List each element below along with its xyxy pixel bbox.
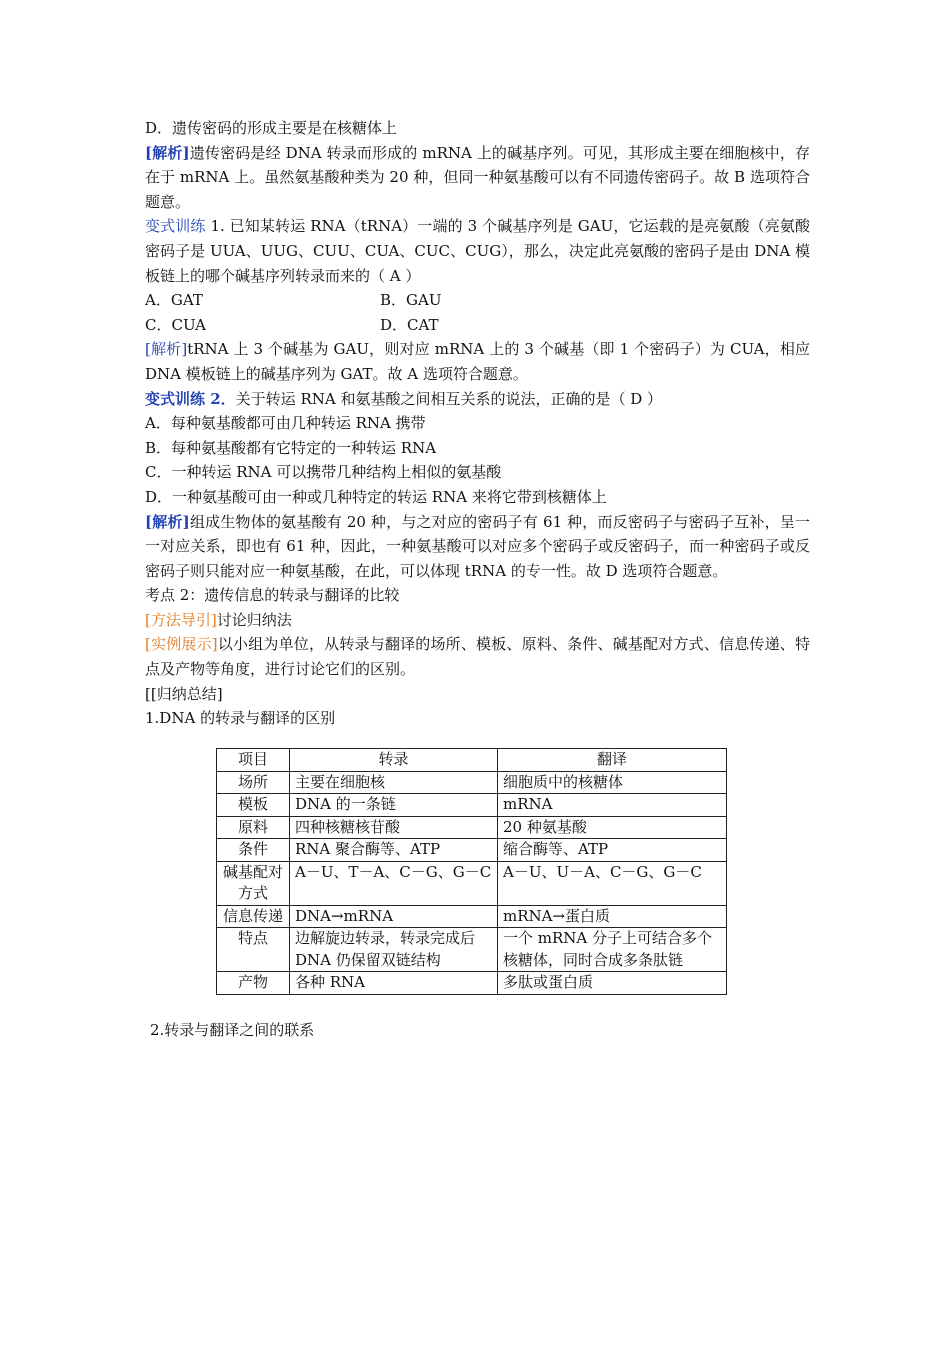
table-row [217,816,727,839]
analysis-paragraph-3 [145,510,810,584]
exercise-1-options-row-2 [145,313,810,338]
option-d: D．一种氨基酸可由一种或几种特定的转运 RNA 来将它带到核糖体上 [145,487,607,506]
method-tag: [方法导引] [145,610,217,629]
document-body [145,116,810,731]
table-row [217,771,727,794]
analysis-text: 遗传密码是经 DNA 转录而形成的 mRNA 上的碱基序列。可见，其形成主要在细胞核中，存在于 mRNA 上。虽然氨基酸种类为 20 种，但同一种氨基酸可以有不同遗传密码子。故 B 选项符合题意。 [145,143,810,211]
transcription-cell: DNA→mRNA [290,905,498,928]
row-label: 原料 [217,816,290,839]
table-row [217,794,727,817]
row-label: 产物 [217,972,290,995]
method-text: 讨论归纳法 [216,610,292,629]
option-c: C．CUA [145,315,206,334]
row-label: 碱基配对方式 [217,861,290,905]
translation-cell: 缩合酶等、ATP [498,839,727,862]
exercise-text: 关于转运 RNA 和氨基酸之间相互关系的说法，正确的是（ D ） [235,389,663,408]
transcription-cell: 各种 RNA [290,972,498,995]
analysis-tag: [解析] [145,512,190,531]
analysis-text: tRNA 上 3 个碱基为 GAU，则对应 mRNA 上的 3 个碱基（即 1 个密码子）为 CUA，相应 DNA 模板链上的碱基序列为 GAT。故 A 选项符合题意。 [145,340,810,383]
transcription-cell: 四种核糖核苷酸 [290,816,498,839]
analysis-text: 组成生物体的氨基酸有 20 种，与之对应的密码子有 61 种，而反密码子与密码子互补，呈一一对应关系，即也有 61 种，因此，一种氨基酸可以对应多个密码子或反密码子，而一种密码子或反密码子则只能对应一种氨基酸，在此，可以体现 tRNA 的专一性。故 D 选项符合题意。 [145,512,810,580]
translation-cell: 20 种氨基酸 [498,816,727,839]
comparison-table [216,748,727,995]
table-row [217,928,727,972]
translation-cell: 一个 mRNA 分子上可结合多个核糖体，同时合成多条肽链 [498,928,727,972]
row-label: 场所 [217,771,290,794]
row-label: 条件 [217,839,290,862]
transcription-cell: A－U、T－A、C－G、G－C [290,861,498,905]
section-2-heading: 2.转录与翻译之间的联系 [150,1021,315,1039]
key-point-2-heading: 考点 2：遗传信息的转录与翻译的比较 [145,586,400,605]
option-b: B．每种氨基酸都有它特定的一种转运 RNA [145,438,437,457]
header-item: 项目 [217,749,290,772]
header-translation: 翻译 [498,749,727,772]
row-label: 特点 [217,928,290,972]
method-guide [145,608,810,633]
example-paragraph [145,632,810,681]
option-a: A．GAT [145,291,203,310]
analysis-tag: [解析] [145,340,188,359]
analysis-paragraph-2 [145,337,810,386]
exercise-tag: 变式训练 2． [145,389,236,408]
row-label: 信息传递 [217,905,290,928]
exercise-text: 1. 已知某转运 RNA（tRNA）一端的 3 个碱基序列是 GAU，它运载的是亮氨酸（亮氨酸密码子是 UUA、UUG、CUU、CUA、CUC、CUG），那么，决定此亮氨酸的密码子是由 DNA 模板链上的哪个碱基序列转录而来的（ A ） [145,217,810,285]
example-text: 以小组为单位，从转录与翻译的场所、模板、原料、条件、碱基配对方式、信息传递、特点及产物等角度，进行讨论它们的区别。 [145,635,810,679]
exercise-2 [145,387,810,412]
option-d-line: D．遗传密码的形成主要是在核糖体上 [145,119,398,137]
option-b: B．GAU [380,291,442,310]
translation-cell: 细胞质中的核糖体 [498,771,727,794]
table-row [217,972,727,995]
exercise-tag: 变式训练 [145,217,206,236]
analysis-tag: [解析] [145,143,190,162]
table-row [217,861,727,905]
option-a: A．每种氨基酸都可由几种转运 RNA 携带 [145,414,426,433]
transcription-cell: RNA 聚合酶等、ATP [290,839,498,862]
summary-heading: [[归纳总结] [145,684,223,703]
example-tag: [实例展示] [145,635,218,654]
exercise-1-options-row-1 [145,288,810,313]
translation-cell: mRNA [498,794,727,817]
header-transcription: 转录 [290,749,498,772]
exercise-1 [145,214,810,288]
translation-cell: 多肽或蛋白质 [498,972,727,995]
translation-cell: A－U、U－A、C－G、G－C [498,861,727,905]
table-header-row [217,749,727,772]
table-row [217,905,727,928]
transcription-cell: 边解旋边转录，转录完成后 DNA 仍保留双链结构 [290,928,498,972]
transcription-cell: DNA 的一条链 [290,794,498,817]
translation-cell: mRNA→蛋白质 [498,905,727,928]
option-d: D．CAT [380,315,439,334]
option-c: C．一种转运 RNA 可以携带几种结构上相似的氨基酸 [145,463,502,482]
row-label: 模板 [217,794,290,817]
transcription-cell: 主要在细胞核 [290,771,498,794]
section-1-heading: 1.DNA 的转录与翻译的区别 [145,709,336,728]
table-row [217,839,727,862]
analysis-paragraph-1 [145,141,810,215]
